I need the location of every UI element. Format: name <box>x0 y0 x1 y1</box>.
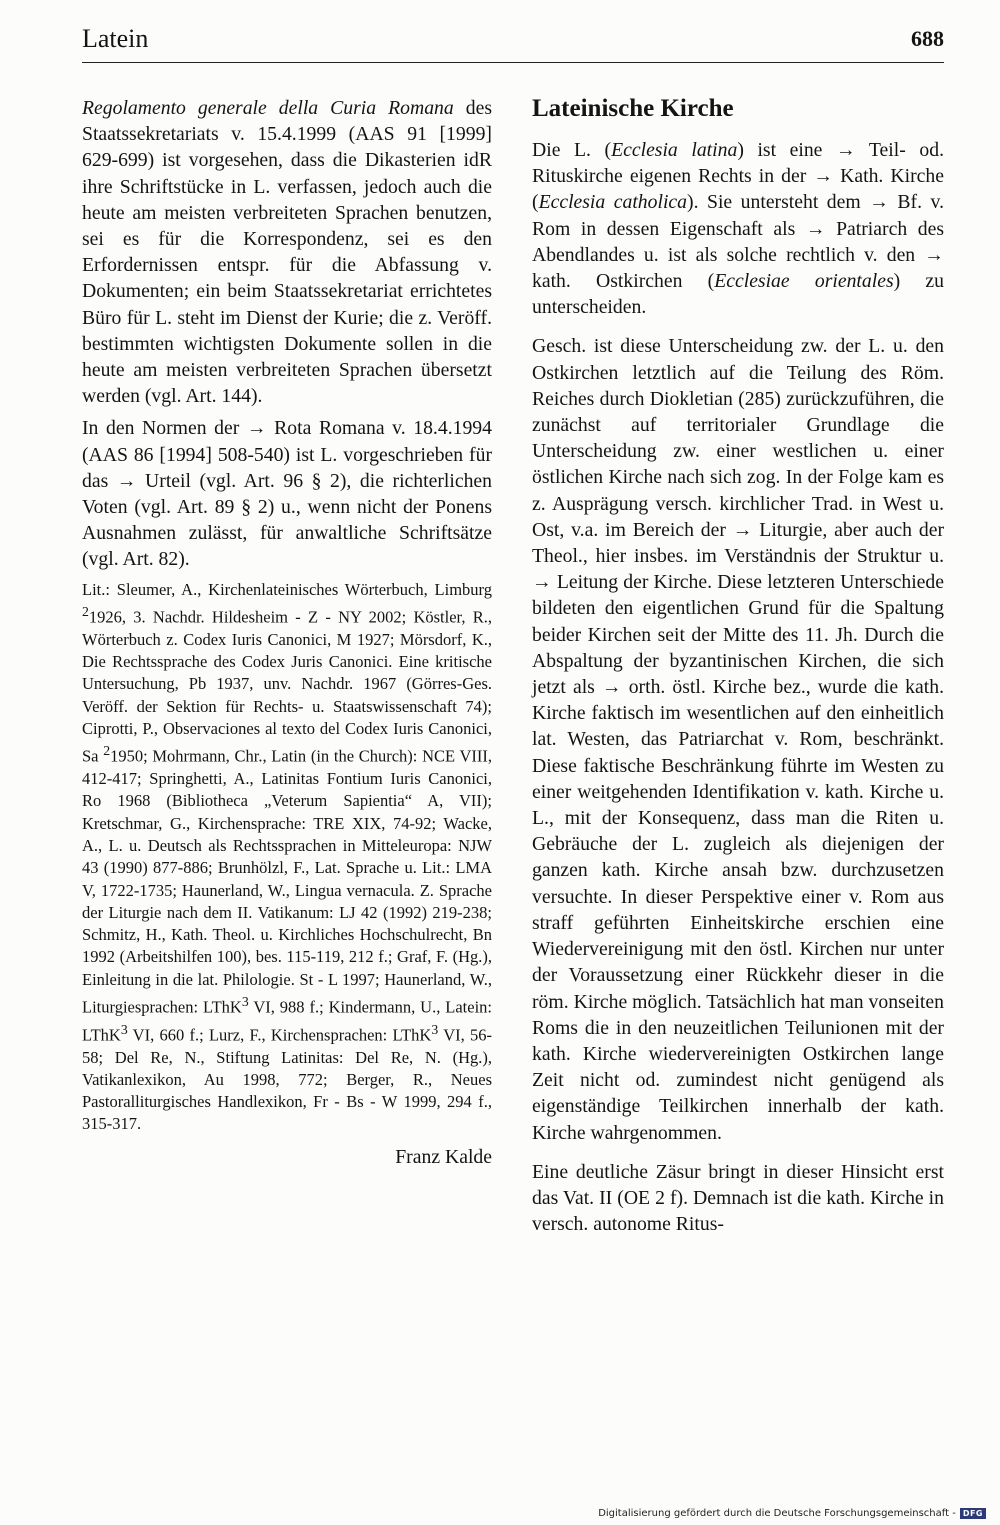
literature-list: Lit.: Sleumer, A., Kirchenlateinisches Wörterbuch, Limburg $^2$1926, 3. Nachdr. Hildesheim - Z - NY 2002; Köstler, R., Wörterbuch z. Codex Iuris Canonici, M 1927; Mörsdorf, K., Die Rechtssprache des Codex Juris Canonici. Eine kritische Untersuchung, Pb 1937, unv. Nachdr. 1967 (Görres-Ges. Veröff. der Sektion für Rechts- u. Staatswissenschaft 74); Ciprotti, P., Observaciones al texto del Codex Iuris Canonici, Sa $^2$1950; Mohrmann, Chr., Latin (in the Church): NCE VIII, 412-417; Springhetti, A., Latinitas Fontium Iuris Canonici, Ro 1968 (Bibliotheca „Veterum Sapientia“ A, VII); Kretschmar, G., Kirchensprache: TRE XIX, 74-92; Wacke, A., L. u. Deutsch als Rechtssprachen in Mitteleuropa: NJW 43 (1990) 877-886; Brunhölzl, F., Lat. Sprache u. Lit.: LMA V, 1722-1735; Haunerland, W., Lingua vernacula. Z. Sprache der Liturgie nach dem II. Vatikanum: LJ 42 (1992) 219-238; Schmitz, H., Kath. Theol. u. Kirchliches Hochschulrecht, Bn 1992 (Arbeitshilfen 100), bes. 115-119, 212 f.; Graf, F. (Hg.), Einleitung in die lat. Philologie. St - L 1997; Haunerland, W., Liturgiesprachen: LThK$^3$ VI, 988 f.; Kindermann, U., Latein: LThK$^3$ VI, 660 f.; Lurz, F., Kirchensprachen: LThK$^3$ VI, 56-58; Del Re, N., Stiftung Latinitas: Del Re, N. (Hg.), Vatikanlexikon, Au 1998, 772; Berger, R., Neues Pastoralliturgisches Handlexikon, Fr - Bs - W 1999, 294 f., 315-317. <box>82 579 493 1134</box>
author-name: Franz Kalde <box>395 1145 492 1168</box>
left-column <box>82 95 492 1170</box>
running-header <box>82 22 944 63</box>
footer-text: Digitalisierung gefördert durch die Deutsche Forschungsgemeinschaft - <box>598 1508 956 1519</box>
dfg-logo: DFG <box>960 1508 986 1519</box>
paragraph: Eine deutliche Zäsur bringt in dieser Hinsicht erst das Vat. II (OE 2 f). Demnach ist die kath. Kirche in versch. autonome Ritus- <box>532 1160 944 1236</box>
page-number: 688 <box>911 26 944 51</box>
article-heading: Lateinische Kirche <box>532 95 734 122</box>
paragraph: Die L. (Ecclesia latina) ist eine → Teil- od. Rituskirche eigenen Rechts in der → Kath. Kirche (Ecclesia catholica). Sie untersteht dem → Bf. v. Rom in dessen Eigenschaft als → Patriarch des Abendlandes u. ist als solche rechtlich v. den → kath. Ostkirchen (Ecclesiae orientales) zu unterscheiden. <box>532 139 944 319</box>
right-column <box>532 95 944 1250</box>
paragraph: In den Normen der → Rota Romana v. 18.4.1994 (AAS 86 [1994] 508-540) ist L. vorgeschrieben für das → Urteil (vgl. Art. 96 § 2), die richterlichen Voten (vgl. Art. 89 § 2) u., wenn nicht der Ponens Ausnahmen zulässt, für anwaltliche Schriftsätze (vgl. Art. 82). <box>82 417 492 571</box>
digitization-footer <box>598 1508 986 1519</box>
running-title: Latein <box>82 24 149 53</box>
italic-title: Regolamento generale della Curia Romana <box>82 97 454 119</box>
paragraph: Gesch. ist diese Unterscheidung zw. der L. u. den Ostkirchen letztlich auf die Teilung des Röm. Reiches durch Diokletian (285) zurückzuführen, die zunächst auf territorialer Grundlage die Unterscheidung zw. einer westlichen u. einer östlichen Kirche nach sich zog. In der Folge kam es z. Ausprägung versch. kirchlicher Trad. in West u. Ost, v.a. im Bereich der → Liturgie, aber auch der Theol., hier insbes. im Verständnis der Struktur u. → Leitung der Kirche. Diese letzteren Unterschiede bildeten den eigentlichen Grund für die Spaltung beider Kirchen seit der Mitte des 11. Jh. Durch die Abspaltung der byzantinischen Kirchen, die sich jetzt als → orth. östl. Kirche bez., wurde die kath. Kirche faktisch im wesentlichen auf den einheitlich lat. Westen, das Patriarchat v. Rom, beschränkt. Diese faktische Beschränkung führte im Westen zu einer weitgehenden Identifikation v. kath. Kirche u. L., mit der Konsequenz, dass man die Riten u. Gebräuche der L. zugleich als diejenigen der ganzen kath. Kirche ansah bzw. durchzusetzen versuchte. In dieser Perspektive einer v. Rom aus straff geführten Einheitskirche erschien eine Wiedervereinigung mit den östl. Kirchen nur unter der Voraussetzung einer Rückkehr dieser in die röm. Kirche möglich. Tatsächlich hat man vonseiten Roms die in den neuzeitlichen Teilunionen mit der kath. Kirche wiedervereinigten Ostkirchen lange Zeit nicht od. zumindest nicht genügend als eigenständige Teilkirchen innerhalb der kath. Kirche wahrgenommen. <box>532 335 944 1144</box>
paragraph: Regolamento generale della Curia Romana des Staatssekretariats v. 15.4.1999 (AAS 91 [1999] 629-699) ist vorgesehen, dass die Dikasterien idR ihre Schriftstücke in L. verfassen, jedoch auch die heute am meisten verbreiteten Sprachen benutzen, sei es für die Korrespondenz, sei es den Erfordernissen entspr. für die Abfassung v. Dokumenten; ein beim Staatssekretariat errichtetes Büro für L. steht im Dienst der Kurie; die z. Veröff. bestimmten wichtigsten Dokumente sollen in die heute am meisten verbreiteten Sprachen übersetzt werden (vgl. Art. 144). <box>82 97 492 408</box>
